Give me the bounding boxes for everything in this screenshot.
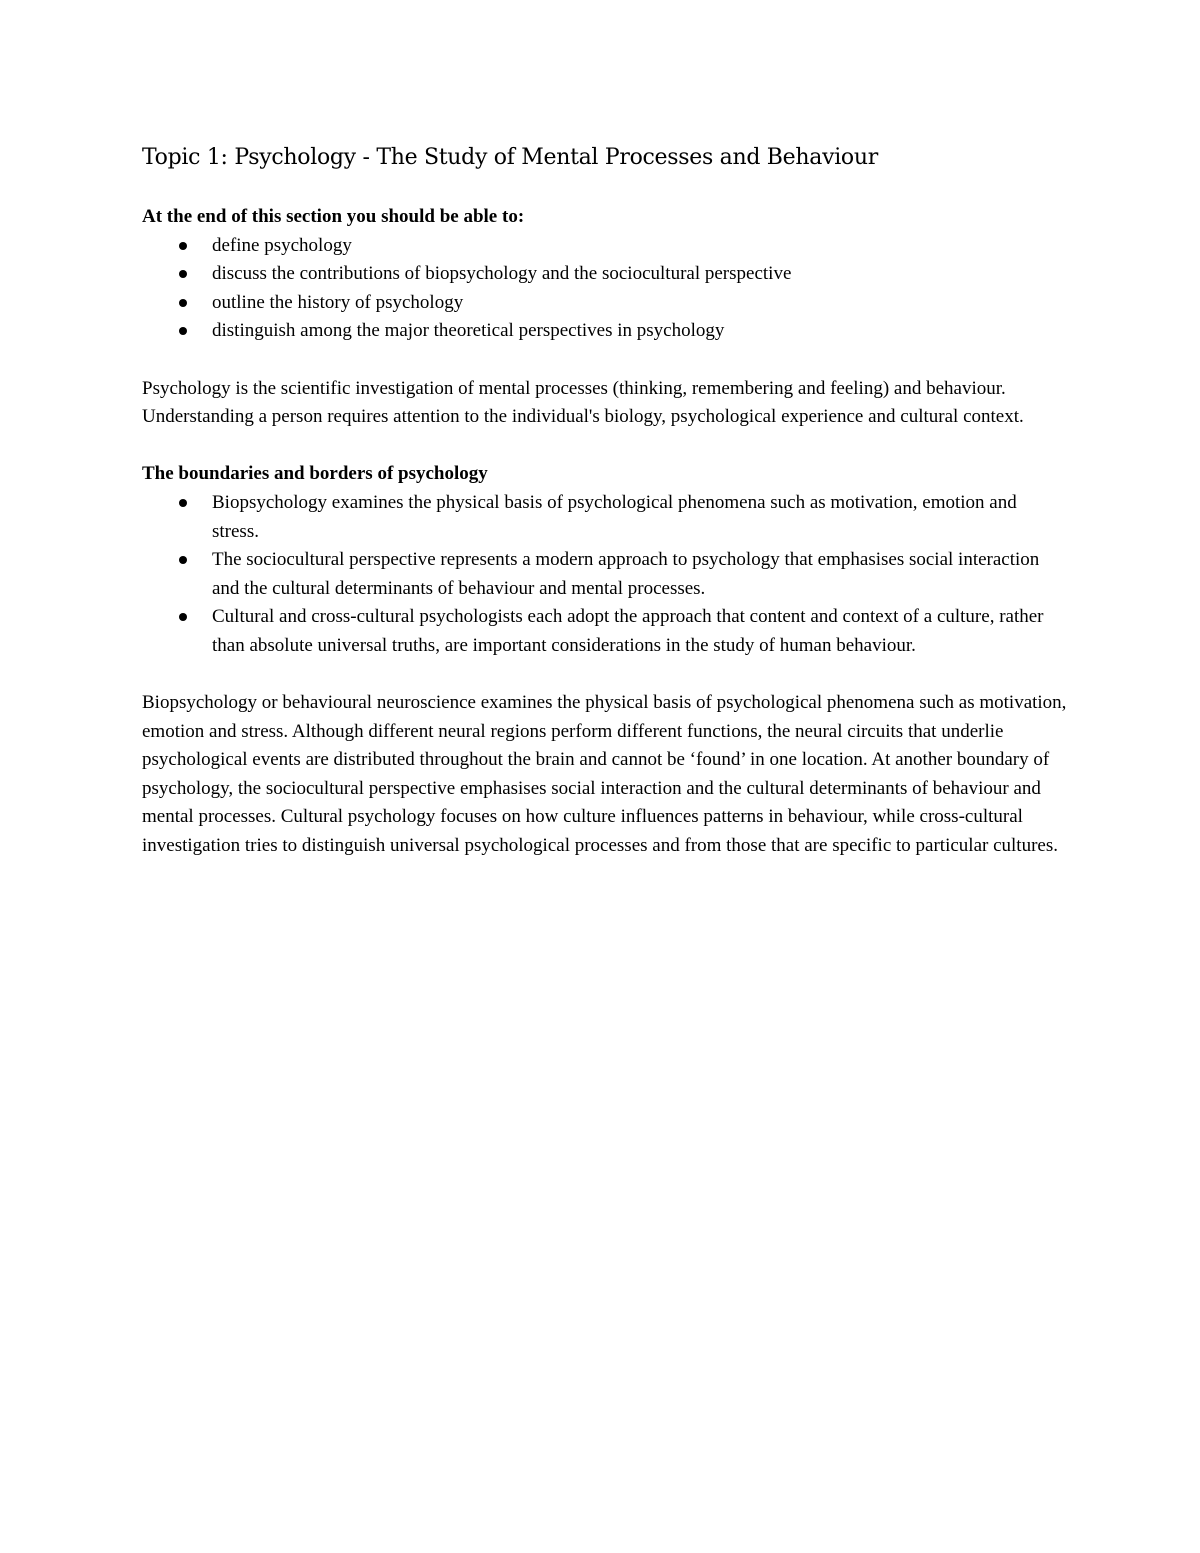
document-page	[142, 138, 1067, 861]
list-item-text: Biopsychology examines the physical basis of psychological phenomena such as motivation, emotion and stress.	[212, 491, 1017, 542]
list-item	[142, 317, 1067, 346]
spacer	[142, 661, 1067, 690]
list-item	[142, 232, 1067, 261]
objectives-list	[142, 232, 1067, 346]
boundaries-list	[142, 489, 1067, 661]
list-item-text: distinguish among the major theoretical perspectives in psychology	[212, 320, 725, 342]
bullet-icon	[179, 270, 187, 278]
list-item-text: define psychology	[212, 234, 352, 256]
bullet-icon	[179, 242, 187, 250]
closing-paragraph: Biopsychology or behavioural neuroscience examines the physical basis of psychological phenomena such as motivation, emotion and stress. Although different neural regions perform different functions, the neural circuits that underlie psychological events are distributed throughout the brain and cannot be ‘found’ in one location. At another boundary of psychology, the sociocultural perspective emphasises social interaction and the cultural determinants of behaviour and mental processes. Cultural psychology focuses on how culture influences patterns in behaviour, while cross-cultural investigation tries to distinguish universal psychological processes and from those that are specific to particular cultures.	[142, 692, 1067, 857]
bullet-icon	[179, 556, 187, 564]
list-item-text: The sociocultural perspective represents a modern approach to psychology that emphasises social interaction and the cultural determinants of behaviour and mental processes.	[212, 549, 1040, 599]
bullet-icon	[179, 499, 187, 507]
list-item	[142, 260, 1067, 289]
spacer	[142, 346, 1067, 375]
page-title: Topic 1: Psychology - The Study of Mental Processes and Behaviour	[142, 145, 878, 170]
objectives-heading: At the end of this section you should be able to:	[142, 206, 525, 227]
bullet-icon	[179, 299, 187, 307]
list-item-text: discuss the contributions of biopsychology and the sociocultural perspective	[212, 263, 792, 285]
list-item	[142, 289, 1067, 318]
intro-paragraph: Psychology is the scientific investigation of mental processes (thinking, remembering and feeling) and behaviour. Understanding a person requires attention to the individual's biology, psychological experience and cultural context.	[142, 377, 1024, 428]
list-item	[142, 603, 1067, 660]
spacer	[142, 432, 1067, 461]
bullet-icon	[179, 613, 187, 621]
bullet-icon	[179, 327, 187, 335]
list-item-text: Cultural and cross-cultural psychologists each adopt the approach that content and context of a culture, rather than absolute universal truths, are important considerations in the study of human behaviour.	[212, 606, 1044, 656]
list-item	[142, 489, 1067, 546]
list-item	[142, 546, 1067, 603]
list-item-text: outline the history of psychology	[212, 291, 464, 313]
boundaries-heading: The boundaries and borders of psychology	[142, 463, 488, 485]
